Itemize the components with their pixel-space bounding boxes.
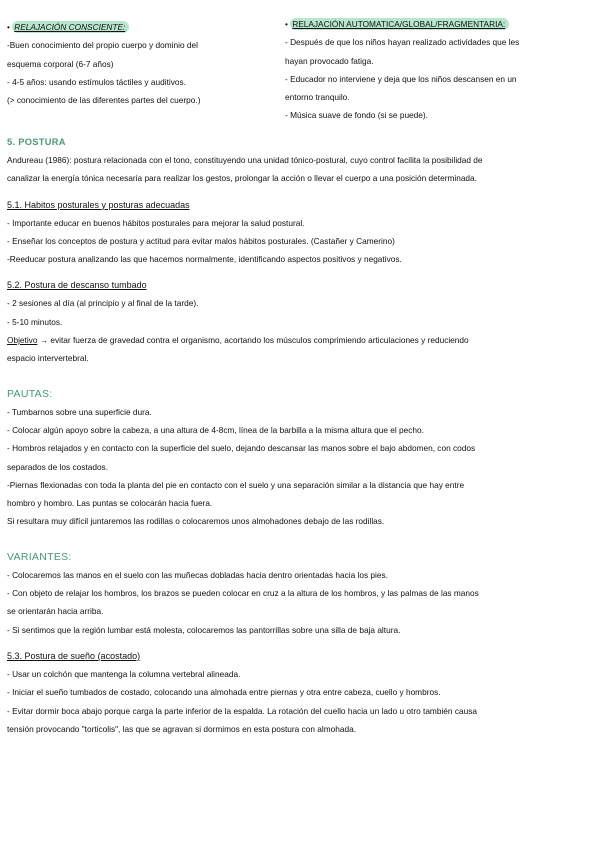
subsection-title-5-1: 5.1. Habitos posturales y posturas adecuadas (7, 199, 190, 210)
list-item: hombro y hombro. Las puntas se colocarán hacia fuera. (7, 498, 213, 509)
list-item: entorno tranquilo. (285, 92, 350, 103)
pautas-title: PAUTAS: (7, 387, 53, 400)
list-item: - Educador no interviene y deja que los niños descansen en un (285, 73, 517, 84)
list-item: -Buen conocimiento del propio cuerpo y dominio del (7, 40, 198, 51)
list-item: esquema corporal (6-7 años) (7, 58, 114, 69)
objetivo-continuation: espacio intervertebral. (7, 353, 89, 364)
objetivo-label: Objetivo (7, 335, 38, 346)
list-item: hayan provocado fatiga. (285, 55, 374, 66)
list-item: - Colocaremos las manos en el suelo con las muñecas dobladas hacia dentro orientadas hacia los pies. (7, 569, 388, 580)
list-item: se orientarán hacia arriba. (7, 606, 104, 617)
list-item: - Música suave de fondo (si se puede). (285, 110, 428, 121)
list-item: - Si sentimos que la región lumbar está molesta, colocaremos las pantorrillas sobre una silla de baja altura. (7, 624, 401, 635)
list-item: - Colocar algún apoyo sobre la cabeza, a una altura de 4-8cm, línea de la barbilla a la misma altura que el pecho. (7, 424, 424, 435)
heading-highlight: RELAJACIÓN CONSCIENTE: (12, 21, 129, 33)
list-item: separados de los costados. (7, 461, 109, 472)
list-item: - Enseñar los conceptos de postura y actitud para evitar malos hábitos posturales. (Castañer y Camerino) (7, 235, 395, 246)
list-item: (> conocimiento de las diferentes partes del cuerpo.) (7, 95, 201, 106)
list-item: - Importante educar en buenos hábitos posturales para mejorar la salud postural. (7, 217, 305, 228)
heading-highlight: RELAJACIÓN AUTOMATICA/GLOBAL/FRAGMENTARIA: (290, 18, 509, 30)
objetivo-text: → evitar fuerza de gravedad contra el organismo, acortando los músculos comprimiendo articulaciones y reduciendo (37, 335, 469, 346)
list-item: -Reeducar postura analizando las que hacemos normalmente, identificando aspectos positivos y negativos. (7, 254, 402, 265)
list-item: - Tumbarnos sobre una superficie dura. (7, 406, 152, 417)
subsection-title-5-2: 5.2. Postura de descanso tumbado (7, 280, 147, 291)
subsection-title-5-3: 5.3. Postura de sueño (acostado) (7, 650, 141, 661)
list-item: - 4-5 años: usando estímulos táctiles y auditivos. (7, 76, 186, 87)
list-item: - Con objeto de relajar los hombros, los brazos se pueden colocar en cruz a la altura de los hombros, y las palmas de las manos (7, 588, 479, 599)
variantes-title: VARIANTES: (7, 550, 72, 563)
list-item: -Piernas flexionadas con toda la planta del pie en contacto con el suelo y una separación similar a la distancia que hay entre (7, 479, 465, 490)
relajacion-consciente-heading: • RELAJACIÓN CONSCIENTE: (7, 18, 277, 36)
list-item: - Iniciar el sueño tumbados de costado, colocando una almohada entre piernas y otra entre cabeza, cuello y hombros. (7, 687, 441, 698)
objetivo-line (7, 331, 592, 349)
list-item: Si resultara muy difícil juntaremos las rodillas o colocaremos unos almohadones debajo de las rodillas. (7, 516, 385, 527)
list-item: - 2 sesiones al día (al principio y al final de la tarde). (7, 298, 199, 309)
main-content (7, 133, 592, 738)
relajacion-automatica-heading: • RELAJACIÓN AUTOMATICA/GLOBAL/FRAGMENTARIA: (285, 15, 591, 33)
section-title-postura: 5. POSTURA (7, 137, 66, 147)
list-item: - Hombros relajados y en contacto con la superficie del suelo, dejando descansar las manos sobre el bajo abdomen, con codos (7, 443, 476, 454)
relajacion-consciente-block (7, 18, 277, 109)
list-item: - Evitar dormir boca abajo porque carga la parte inferior de la espalda. La rotación del cuello hacia un lado u otro también causa (7, 705, 477, 716)
intro-line: canalizar la energía tónica necesaria para realizar los gestos, prolongar la acción o llevar el cuerpo a una posición determinada. (7, 173, 477, 184)
list-item: - Usar un colchón que mantenga la columna vertebral alineada. (7, 668, 241, 679)
intro-line: Andureau (1986): postura relacionada con el tono, constituyendo una unidad tónico-postural, cuyo control facilita la posibilidad de (7, 155, 483, 165)
list-item: tensión provocando "torticolis", las que se agravan si dormimos en esta postura con almohada. (7, 723, 357, 734)
list-item: - 5-10 minutos. (7, 316, 63, 327)
relajacion-automatica-block (285, 15, 591, 125)
list-item: - Después de que los niños hayan realizado actividades que les (285, 37, 520, 48)
